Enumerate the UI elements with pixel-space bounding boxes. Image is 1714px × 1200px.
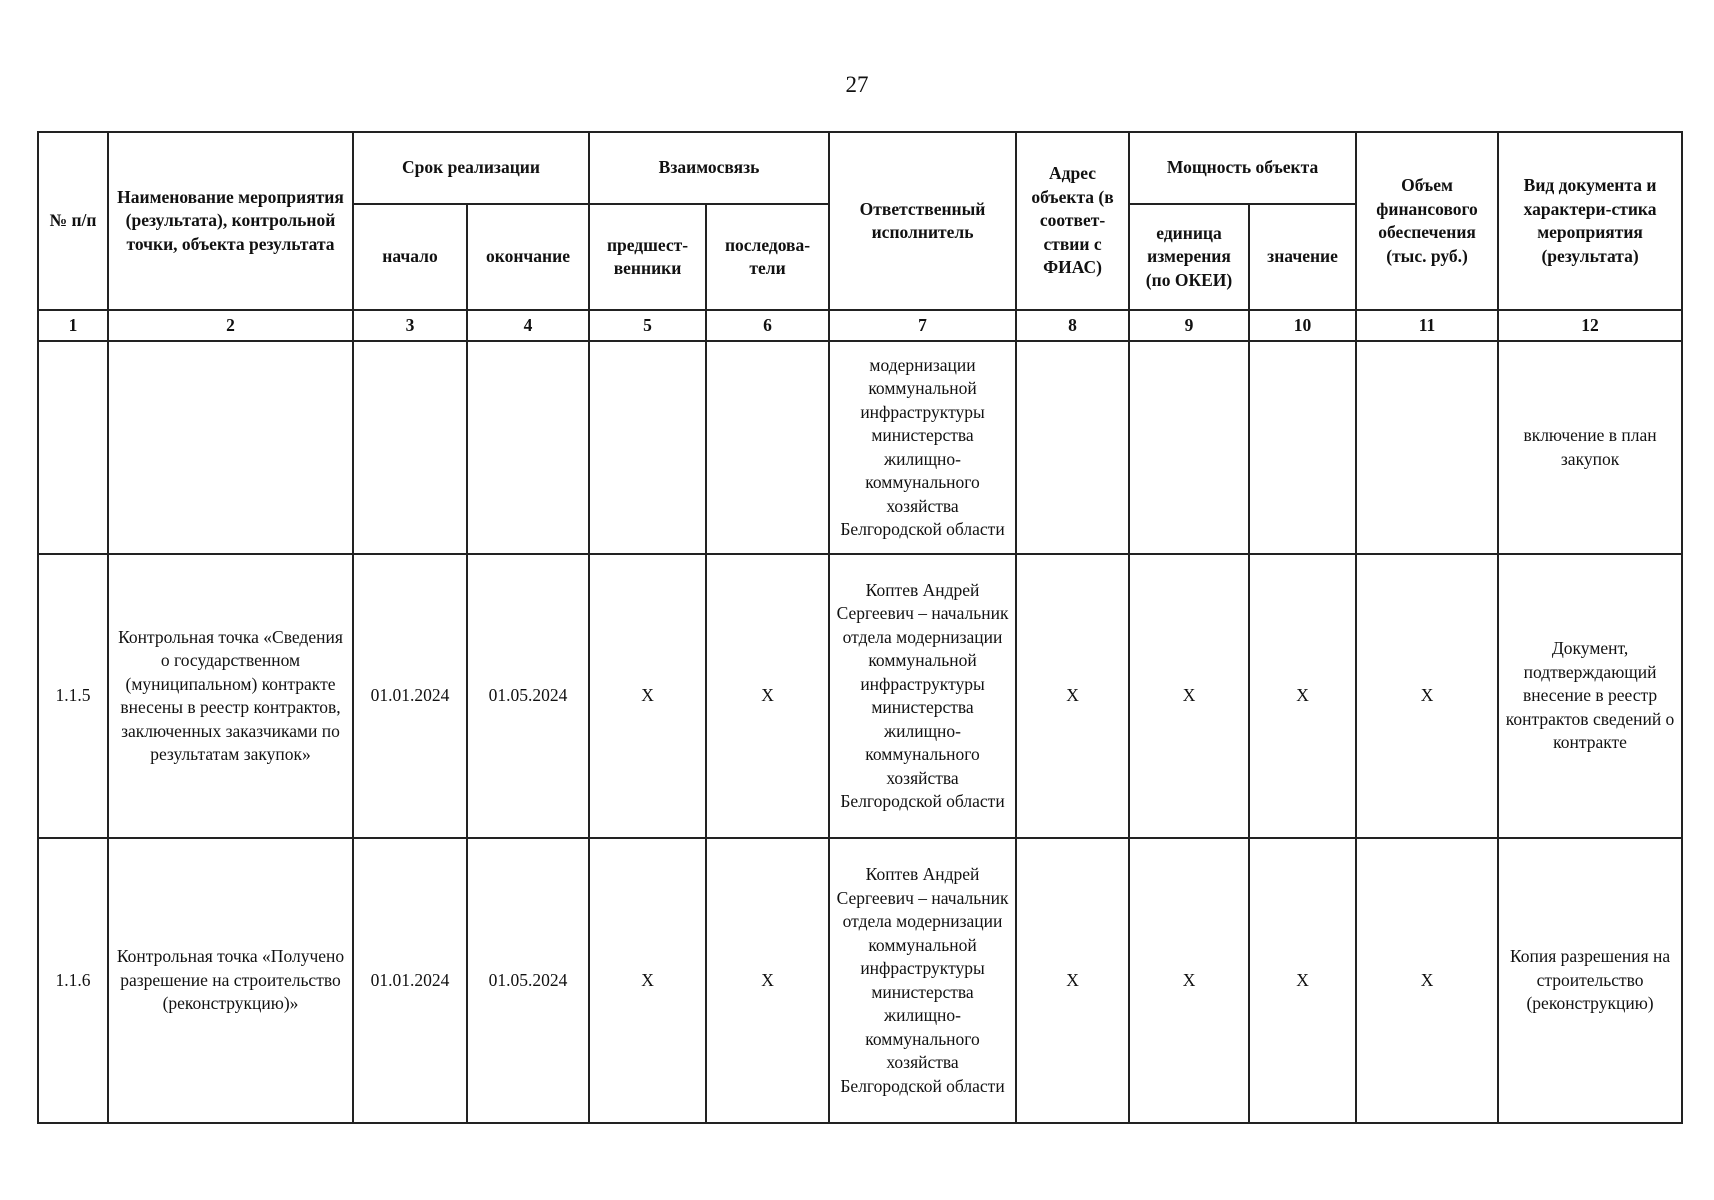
cell-next: X [706,554,829,839]
header-address: Адрес объекта (в соответ-ствии с ФИАС) [1016,132,1129,310]
cell-executor: модернизации коммунальной инфраструктуры министерства жилищно-коммунального хозяйства Белгородской области [829,341,1016,553]
header-doc-type: Вид документа и характери-стика мероприятия (результата) [1498,132,1682,310]
cell-name: Контрольная точка «Сведения о государственном (муниципальном) контракте внесены в реестр контрактов, заключенных заказчиками по результатам закупок» [108,554,353,839]
header-num: № п/п [38,132,108,310]
page-number: 27 [845,72,869,97]
cell-unit: X [1129,838,1249,1123]
table-row [38,838,1682,1123]
cell-doc: Документ, подтверждающий внесение в реестр контрактов сведений о контракте [1498,554,1682,839]
header-term: Срок реализации [353,132,589,204]
cell-finance: X [1356,554,1498,839]
cell-start [353,341,467,553]
header-name: Наименование мероприятия (результата), контрольной точки, объекта результата [108,132,353,310]
header-rel-next: последова-тели [706,204,829,310]
cell-end: 01.05.2024 [467,554,589,839]
cell-num [38,341,108,553]
cell-address [1016,341,1129,553]
cell-executor: Коптев Андрей Сергеевич – начальник отдела модернизации коммунальной инфраструктуры министерства жилищно-коммунального хозяйства Белгородской области [829,554,1016,839]
column-number: 3 [353,310,467,341]
header-finance: Объем финансового обеспечения (тыс. руб.) [1356,132,1498,310]
cell-value: X [1249,838,1356,1123]
header-row-1 [38,132,1682,204]
column-number: 12 [1498,310,1682,341]
table-row [38,341,1682,553]
cell-executor: Коптев Андрей Сергеевич – начальник отдела модернизации коммунальной инфраструктуры министерства жилищно-коммунального хозяйства Белгородской области [829,838,1016,1123]
cell-end [467,341,589,553]
table-row [38,554,1682,839]
column-number: 7 [829,310,1016,341]
header-rel-prev: предшест-венники [589,204,706,310]
column-number-row [38,310,1682,341]
column-number: 11 [1356,310,1498,341]
column-number: 1 [38,310,108,341]
column-number: 5 [589,310,706,341]
cell-num: 1.1.5 [38,554,108,839]
cell-unit: X [1129,554,1249,839]
plan-table [37,131,1683,1124]
header-cap-value: значение [1249,204,1356,310]
column-number: 4 [467,310,589,341]
cell-next [706,341,829,553]
cell-name [108,341,353,553]
cell-end: 01.05.2024 [467,838,589,1123]
cell-address: X [1016,838,1129,1123]
cell-value [1249,341,1356,553]
header-term-end: окончание [467,204,589,310]
column-number: 10 [1249,310,1356,341]
cell-address: X [1016,554,1129,839]
header-term-start: начало [353,204,467,310]
cell-num: 1.1.6 [38,838,108,1123]
header-capacity: Мощность объекта [1129,132,1356,204]
column-number: 2 [108,310,353,341]
cell-name: Контрольная точка «Получено разрешение на строительство (реконструкцию)» [108,838,353,1123]
header-executor: Ответственный исполнитель [829,132,1016,310]
cell-value: X [1249,554,1356,839]
cell-start: 01.01.2024 [353,554,467,839]
cell-doc: включение в план закупок [1498,341,1682,553]
cell-doc: Копия разрешения на строительство (реконструкцию) [1498,838,1682,1123]
cell-prev [589,341,706,553]
cell-start: 01.01.2024 [353,838,467,1123]
cell-prev: X [589,554,706,839]
cell-finance: X [1356,838,1498,1123]
cell-prev: X [589,838,706,1123]
cell-unit [1129,341,1249,553]
cell-finance [1356,341,1498,553]
header-cap-unit: единица измерения (по ОКЕИ) [1129,204,1249,310]
header-relation: Взаимосвязь [589,132,829,204]
column-number: 8 [1016,310,1129,341]
column-number: 9 [1129,310,1249,341]
column-number: 6 [706,310,829,341]
cell-next: X [706,838,829,1123]
